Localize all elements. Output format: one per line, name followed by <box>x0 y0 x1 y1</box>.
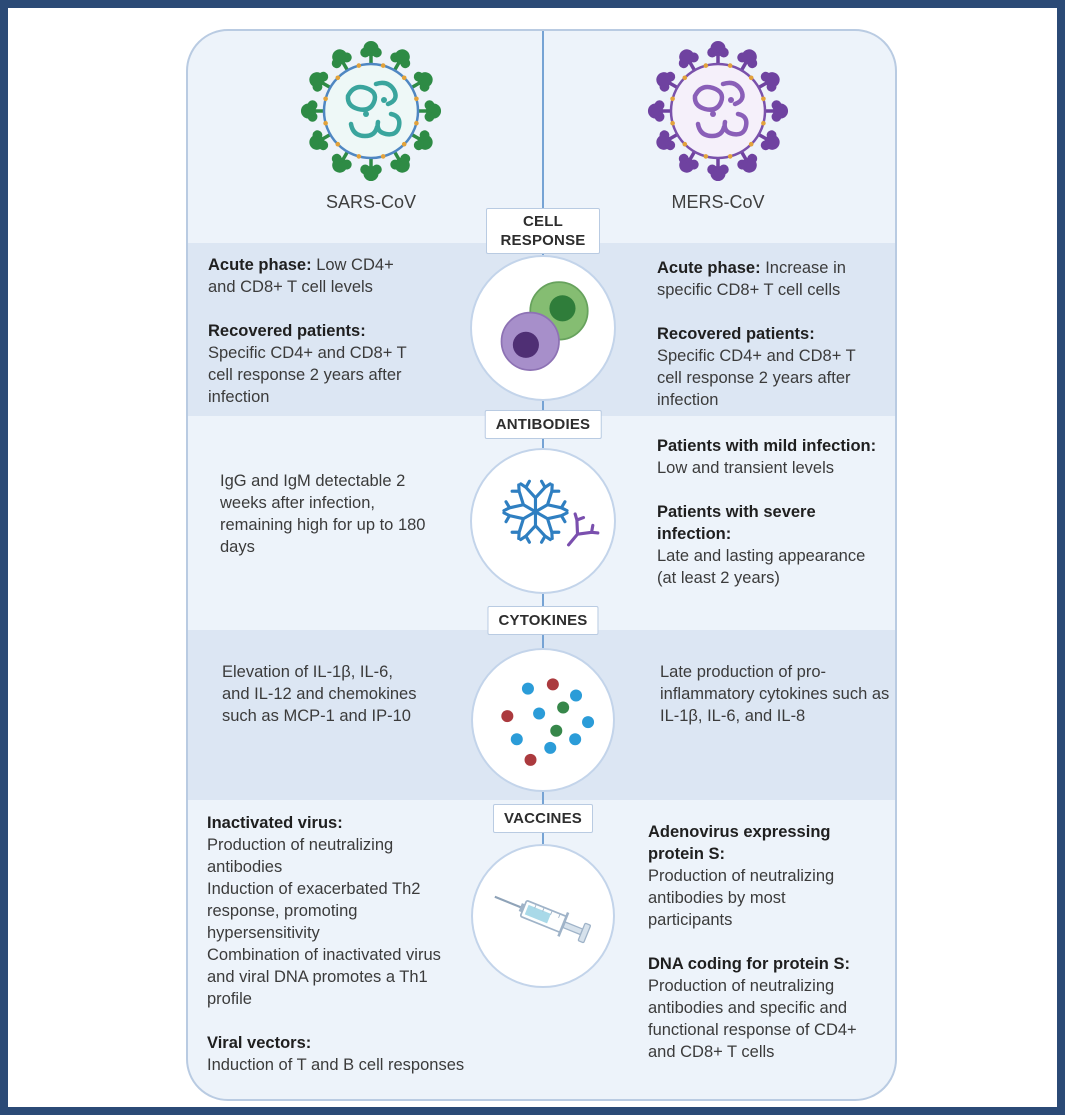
cytokine-dots-icon <box>479 656 608 785</box>
text-block <box>648 821 868 931</box>
text-body: Late and lasting appearance (at least 2 years) <box>657 547 866 587</box>
text-block <box>222 661 420 727</box>
text-block <box>657 501 887 589</box>
text-body: Specific CD4+ and CD8+ T cell response 2 years after infection <box>208 344 407 406</box>
section-label-antibodies: ANTIBODIES <box>485 410 602 439</box>
mers-virus-label: MERS-CoV <box>671 192 765 212</box>
text-heading: Adenovirus expressing protein S: <box>648 823 831 863</box>
text-block <box>207 812 471 1010</box>
text-heading: Recovered patients: <box>657 325 815 343</box>
antibody-icon <box>478 456 609 587</box>
text-heading: Viral vectors: <box>207 1034 312 1052</box>
t-cells-icon <box>478 263 609 394</box>
text-block <box>208 320 414 408</box>
text-body: Production of neutralizing antibodies and specific and functional response of CD4+ and CD8+ T cells <box>648 977 857 1061</box>
text-body: Low CD4+ and CD8+ T cell levels <box>208 256 394 296</box>
text-body: Production of neutralizing antibodies by most participants <box>648 867 835 929</box>
text-block <box>657 323 863 411</box>
icon-circle-antibodies <box>470 448 616 594</box>
text-body: Combination of inactivated virus and viral DNA promotes a Th1 profile <box>207 946 441 1008</box>
section-label-cell-response: CELL RESPONSE <box>486 208 600 254</box>
text-body: IgG and IgM detectable 2 weeks after infection, remaining high for up to 180 days <box>220 472 426 556</box>
icon-circle-cytokines <box>471 648 615 792</box>
text-body: Induction of exacerbated Th2 response, promoting hypersensitivity <box>207 880 421 942</box>
icon-circle-vaccines <box>471 844 615 988</box>
text-heading: Patients with mild infection: <box>657 437 877 455</box>
text-body: Induction of T and B cell responses <box>207 1056 465 1074</box>
section-label-vaccines: VACCINES <box>493 804 593 833</box>
sars-cell-response-text <box>208 254 414 408</box>
sars-antibodies-text <box>220 470 426 558</box>
text-body: Increase in specific CD8+ T cell cells <box>657 259 846 299</box>
icon-circle-cell-response <box>470 255 616 401</box>
text-block <box>660 661 896 727</box>
text-block <box>648 953 868 1063</box>
coronavirus-green-icon <box>296 36 446 186</box>
text-heading: Acute phase: <box>208 256 312 274</box>
sars-vaccines-text <box>207 812 471 1076</box>
mers-cytokines-text <box>660 661 896 727</box>
coronavirus-purple-icon <box>643 36 793 186</box>
text-heading: Acute phase: <box>657 259 761 277</box>
text-body: Elevation of IL-1β, IL-6, and IL-12 and chemokines such as MCP-1 and IP-10 <box>222 663 417 725</box>
text-block <box>207 1032 471 1076</box>
text-block <box>208 254 414 298</box>
text-heading: Patients with severe infection: <box>657 503 816 543</box>
mers-vaccines-text <box>648 821 868 1063</box>
text-heading: Inactivated virus: <box>207 814 343 832</box>
sars-virus-label: SARS-CoV <box>325 192 417 212</box>
text-body: Low and transient levels <box>657 459 835 477</box>
text-block <box>657 435 887 479</box>
text-body: Production of neutralizing antibodies <box>207 836 394 876</box>
text-heading: DNA coding for protein S: <box>648 955 850 973</box>
text-block <box>657 257 863 301</box>
text-heading: Recovered patients: <box>208 322 366 340</box>
mers-antibodies-text <box>657 435 887 589</box>
text-body: Specific CD4+ and CD8+ T cell response 2 years after infection <box>657 347 856 409</box>
text-block <box>220 470 426 558</box>
syringe-icon <box>479 852 608 981</box>
mers-cell-response-text <box>657 257 863 411</box>
sars-cytokines-text <box>222 661 420 727</box>
section-label-cytokines: CYTOKINES <box>487 606 598 635</box>
text-body: Late production of pro-inflammatory cytokines such as IL-1β, IL-6, and IL-8 <box>660 663 890 725</box>
